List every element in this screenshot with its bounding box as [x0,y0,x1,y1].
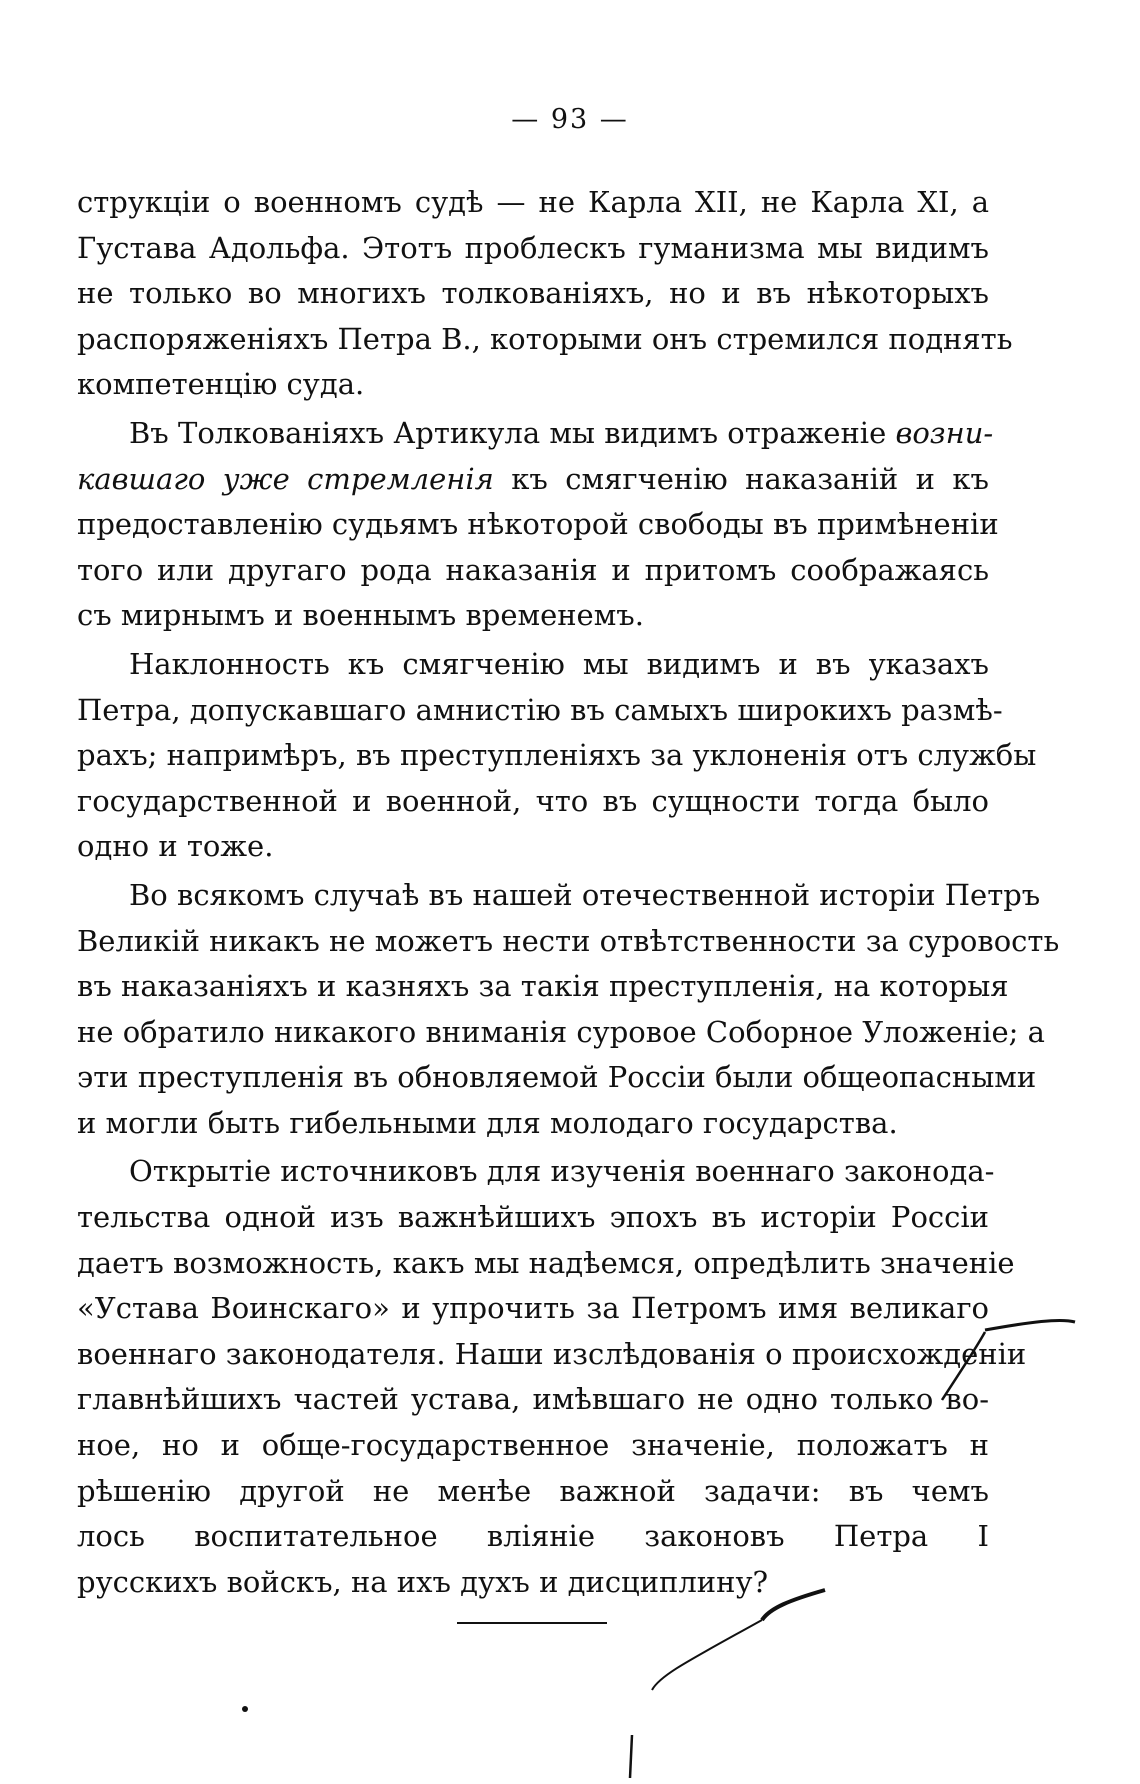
text-line: русскихъ войскъ, на ихъ духъ и дисциплину? [77,1564,769,1599]
text-line: «Устава Воинскаго» и упрочить за Петромъ имя великаго [77,1291,989,1326]
text-line: военнаго законодателя. Наши изслѣдованія о происхожденіи [77,1336,1027,1371]
text-line: главнѣйшихъ частей устава, имѣвшаго не одно только во- [77,1382,989,1417]
text-line: съ мирнымъ и военнымъ временемъ. [77,598,644,633]
text-line: не обратило никакого вниманія суровое Соборное Уложеніе; а [77,1014,1045,1049]
text-line: Петра, допускавшаго амнистію въ самыхъ широкихъ размѣ- [77,692,1003,727]
text-line: Наклонность къ смягченію мы видимъ и въ указахъ [129,646,989,681]
text-line: Во всякомъ случаѣ въ нашей отечественной исторіи Петръ [129,877,1041,912]
text-segment: къ смягченію наказаній и къ [511,461,989,496]
page-number: — 93 — [511,104,629,135]
pen-stroke [630,1735,632,1778]
text-line: ное, но и обще-государственное значеніе, положатъ н [77,1428,989,1463]
pen-stroke [985,1320,1075,1330]
italic-text: возни- [895,415,994,450]
text-line: тельства одной изъ важнѣйшихъ эпохъ въ исторіи Россіи [77,1200,989,1235]
text-line: рѣшенію другой не менѣе важной задачи: въ чемъ [77,1473,989,1508]
text-line: эти преступленія въ обновляемой Россіи были общеопасными [77,1060,1037,1095]
pen-stroke [762,1590,825,1620]
text-line: не только во многихъ толкованіяхъ, но и въ нѣкоторыхъ [77,276,989,311]
text-line: Великій никакъ не можетъ нести отвѣтственности за суровость [77,923,1060,958]
text-line: компетенцію суда. [77,367,365,402]
text-line: распоряженіяхъ Петра В., которыми онъ стремился поднять [77,321,1013,356]
text-line: Густава Адольфа. Этотъ проблескъ гуманизма мы видимъ [77,230,989,265]
text-line: одно и тоже. [77,829,274,864]
pen-stroke [652,1620,762,1690]
text-line: рахъ; напримѣръ, въ преступленіяхъ за уклоненія отъ службы [77,738,1037,773]
text-line: даетъ возможность, какъ мы надѣемся, опредѣлить значеніе [77,1245,1015,1280]
italic-text: кавшаго уже стремленія [77,461,494,496]
text-line: Открытіе источниковъ для изученія военнаго законода- [129,1154,995,1189]
text-line: въ наказаніяхъ и казняхъ за такія преступленія, на которыя [77,969,1009,1004]
text-line: того или другаго рода наказанія и притомъ соображаясь [77,552,989,587]
text-line: государственной и военной, что въ сущности тогда было [77,783,989,818]
text-line: струкціи о военномъ судѣ — не Карла XII, не Карла XI, а [77,185,989,219]
text-line: и могли быть гибельными для молодаго государства. [77,1105,898,1140]
text-line: предоставленію судьямъ нѣкоторой свободы въ примѣненіи [77,507,999,542]
pen-stroke [942,1332,985,1400]
text-segment: Въ Толкованіяхъ Артикула мы видимъ отраженіе [129,415,887,450]
text-line: лось воспитательное вліяніе законовъ Петра I [77,1519,989,1554]
